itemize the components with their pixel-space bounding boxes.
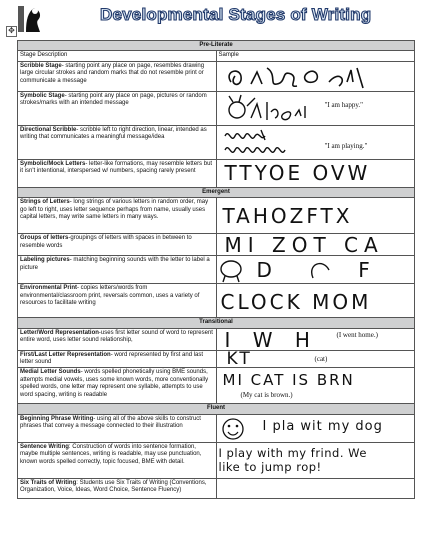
table-row bbox=[18, 234, 415, 256]
stage-sample bbox=[216, 234, 415, 256]
stage-term: Letter/Word Representation bbox=[20, 329, 99, 336]
sample-translation: "I am playing." bbox=[324, 141, 368, 150]
section-header-pre-literate: Pre-Literate bbox=[18, 41, 415, 51]
stage-description bbox=[18, 125, 217, 159]
table-row bbox=[18, 159, 415, 187]
stage-sample bbox=[216, 256, 415, 284]
stage-sample bbox=[216, 442, 415, 478]
column-header-sample: Sample bbox=[216, 51, 415, 61]
handwriting-sample: CLOCK MOM bbox=[220, 290, 372, 315]
stage-term: Beginning Phrase Writing bbox=[20, 415, 94, 422]
table-row bbox=[18, 198, 415, 234]
smiley-face-drawing bbox=[217, 415, 257, 443]
sample-translation: (My cat is brown.) bbox=[240, 391, 293, 400]
stage-text: - starting point any place on page, pictures or random strokes/marks with an intended message bbox=[20, 92, 207, 107]
handwriting-sample: D F bbox=[256, 258, 410, 283]
stage-description bbox=[18, 198, 217, 234]
table-row bbox=[18, 91, 415, 125]
stages-table bbox=[17, 40, 415, 499]
sample-translation: (I went home.) bbox=[336, 330, 378, 339]
stage-description bbox=[18, 284, 217, 318]
stage-text: -uses first letter sound of word to represent entire word, uses letter sound relationship, bbox=[20, 329, 213, 344]
section-header-transitional: Transitional bbox=[18, 318, 415, 328]
stage-sample bbox=[216, 350, 415, 368]
stage-term: Symbolic/Mock Letters bbox=[20, 160, 86, 167]
section-header-fluent: Fluent bbox=[18, 404, 415, 414]
stage-term: Groups of letters bbox=[20, 235, 69, 242]
stage-sample bbox=[216, 198, 415, 234]
handwriting-sample: TTYOE OVW bbox=[224, 160, 371, 185]
stage-term: Scribble Stage bbox=[20, 62, 62, 69]
table-row bbox=[18, 328, 415, 350]
stage-term: Symbolic Stage bbox=[20, 92, 65, 99]
stage-text: - words spelled phonetically using BME sounds, attempts medial vowels, uses some known words, more conventionally spelled words, one letter may represent one syllable, attempts to use word spacing, writing is readable bbox=[20, 369, 209, 398]
stage-text: : Construction of words into sentence formation, maybe multiple sentences, writing is readable, may use punctuation, known words spelled correctly, topic focused, BME with detail. bbox=[20, 443, 202, 465]
stage-text: - letter-like formations, may resemble letters but it isn't intentional, interspersed w/ numbers, spacing rarely present bbox=[20, 160, 213, 175]
table-row bbox=[18, 414, 415, 442]
stage-term: Medial Letter Sounds bbox=[20, 369, 81, 376]
handwriting-sample: I W H bbox=[224, 327, 318, 352]
scribble-sample bbox=[217, 62, 387, 92]
handwriting-sample: KT bbox=[226, 348, 253, 369]
stage-description bbox=[18, 442, 217, 478]
stage-text: - long strings of various letters in random order, may go left to right, uses letter sequence perhaps from name, usually uses capital letters, may write same letters in many ways. bbox=[20, 199, 209, 221]
stage-term: Labeling pictures bbox=[20, 257, 70, 264]
table-row bbox=[18, 125, 415, 159]
stage-description bbox=[18, 61, 217, 91]
stage-term: Environmental Print bbox=[20, 285, 78, 292]
stage-term: Strings of Letters bbox=[20, 199, 70, 206]
table-row bbox=[18, 256, 415, 284]
stage-description bbox=[18, 234, 217, 256]
stage-description bbox=[18, 328, 217, 350]
stage-description bbox=[18, 414, 217, 442]
stage-sample bbox=[216, 368, 415, 404]
stage-sample bbox=[216, 159, 415, 187]
stage-sample bbox=[216, 478, 415, 498]
stage-text: - word represented by first and last letter sound bbox=[20, 351, 204, 366]
handwriting-sample: TAHOZFTX bbox=[222, 204, 353, 229]
stage-term: Sentence Writing bbox=[20, 443, 69, 450]
page-title: Developmental Stages of Writing bbox=[100, 5, 372, 24]
stage-description bbox=[18, 256, 217, 284]
table-row bbox=[18, 368, 415, 404]
stage-sample bbox=[216, 61, 415, 91]
stage-term: Directional Scribble bbox=[20, 126, 77, 133]
sample-translation: "I am happy." bbox=[324, 100, 363, 109]
stage-sample bbox=[216, 125, 415, 159]
stage-description bbox=[18, 91, 217, 125]
stage-sample bbox=[216, 414, 415, 442]
stage-sample bbox=[216, 284, 415, 318]
stage-term: Six Traits of Writing bbox=[20, 479, 77, 486]
stage-text: : Students use Six Traits of Writing (Conventions, Organization, Voice, Ideas, Word Choice, Sentence Fluency) bbox=[20, 479, 207, 494]
stage-sample bbox=[216, 328, 415, 350]
stage-term: First/Last Letter Representation bbox=[20, 351, 111, 358]
stage-description bbox=[18, 350, 217, 368]
table-row bbox=[18, 442, 415, 478]
stage-text: - scribble left to right direction, linear, intended as writing that communicates a meaningful message/idea bbox=[20, 126, 207, 141]
table-row bbox=[18, 350, 415, 368]
stage-description bbox=[18, 368, 217, 404]
stage-description bbox=[18, 478, 217, 498]
handwriting-sample: MI CAT IS BRN bbox=[222, 371, 355, 390]
writer-silhouette-icon bbox=[14, 2, 44, 34]
stage-sample bbox=[216, 91, 415, 125]
table-row bbox=[18, 61, 415, 91]
handwriting-sample: MI ZOT CA bbox=[224, 233, 384, 258]
stage-text: - using all of the above skills to construct phrases that convey a message connected to their illustration bbox=[20, 415, 201, 430]
stage-text: - starting point any place on page, resembles drawing large circular strokes and random marks that do not resemble print or communicate a message bbox=[20, 62, 205, 84]
stage-text: - matching beginning sounds with the letter to label a picture bbox=[20, 257, 210, 271]
section-header-emergent: Emergent bbox=[18, 187, 415, 197]
stage-description bbox=[18, 159, 217, 187]
handwriting-sample: I play with my frind. We like to jump rop! bbox=[218, 445, 367, 474]
table-row bbox=[18, 478, 415, 498]
table-row bbox=[18, 284, 415, 318]
sample-translation: (cat) bbox=[314, 354, 328, 363]
column-header-description: Stage Description bbox=[18, 51, 217, 61]
stage-text: -groupings of letters with spaces in between to resemble words bbox=[20, 235, 192, 249]
four-arrow-move-icon[interactable]: ✥ bbox=[6, 26, 17, 37]
handwriting-sample: I pla wit my dog bbox=[262, 418, 383, 434]
stage-text: - copies letters/words from environmental/classroom print, reversals common, uses a variety of resources to facilitate writing bbox=[20, 285, 200, 307]
